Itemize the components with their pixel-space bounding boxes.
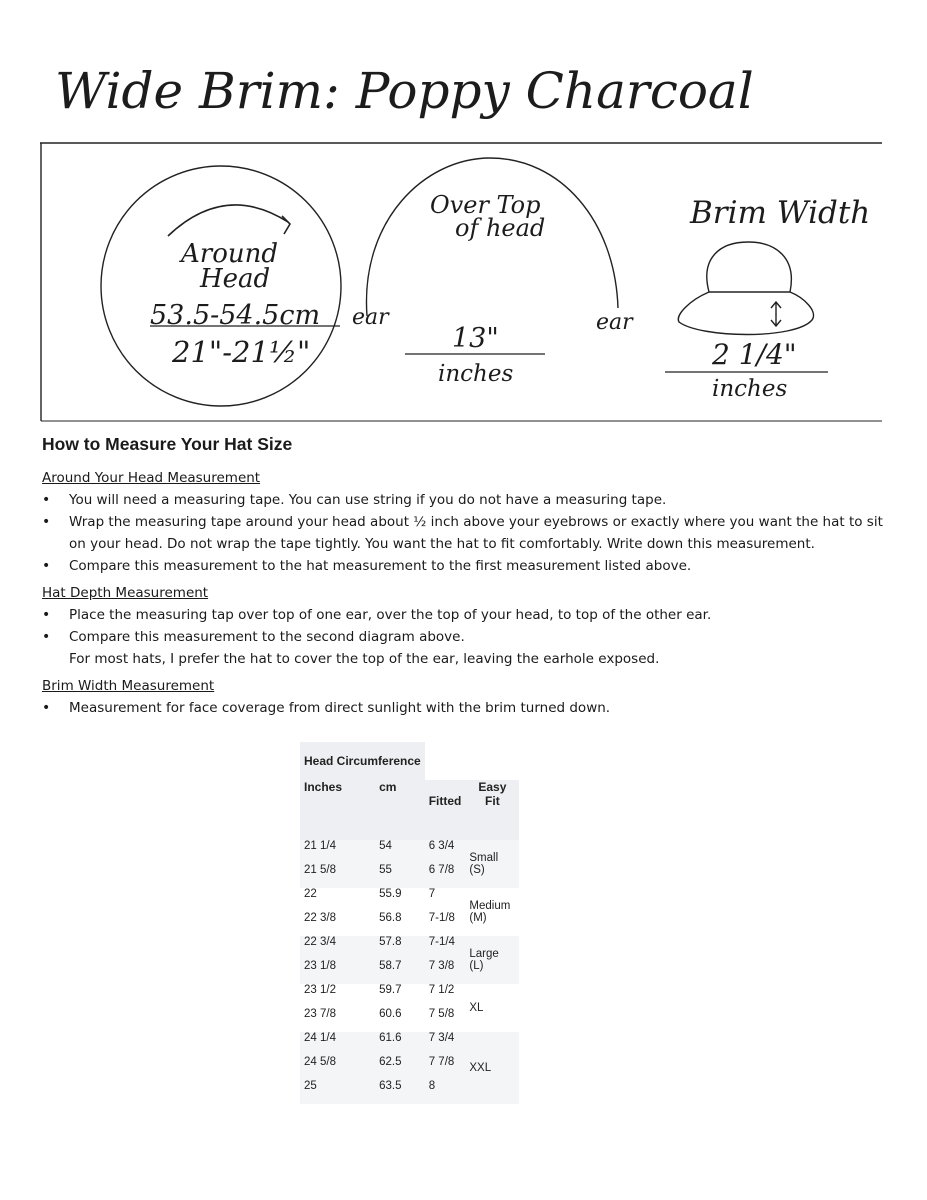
table-cell: 22 3/8: [304, 912, 336, 924]
hat-depth-note: For most hats, I prefer the hat to cover the top of the ear, leaving the earhole exposed.: [69, 651, 660, 667]
table-cell: 7-1/8: [428, 912, 455, 924]
table-cell: 61.6: [379, 1032, 402, 1044]
over-top-unit: inches: [438, 361, 514, 387]
page-title: Wide Brim: Poppy Charcoal: [55, 62, 754, 120]
ear-right-label: ear: [596, 310, 633, 335]
brim-width-unit: inches: [712, 376, 788, 402]
brim-width-label: Brim Width: [690, 195, 871, 231]
column-header-inches: Inches: [304, 780, 343, 794]
brim-width-bullets: [42, 697, 902, 719]
column-header-fitted: Fitted: [428, 794, 462, 808]
hat-crown: [707, 242, 792, 292]
table-row: [300, 1032, 519, 1056]
column-header-easy-fit: Easy Fit: [478, 780, 507, 808]
list-item: [42, 626, 902, 670]
table-cell: 22: [304, 888, 317, 900]
brim-width-diagram: [665, 195, 870, 402]
fit-size-small: Small (S): [469, 852, 499, 876]
table-cell: 55: [379, 864, 392, 876]
around-head-instructions: [42, 470, 902, 577]
head-circumference-header: Head Circumference: [300, 742, 425, 780]
table-row: [300, 936, 519, 960]
table-cell: 21 1/4: [304, 840, 336, 852]
table-cell: 7: [428, 888, 436, 900]
table-cell: 63.5: [379, 1080, 402, 1092]
over-top-value: 13": [452, 323, 499, 354]
table-cell: 23 7/8: [304, 1008, 336, 1020]
over-top-label-line2: of head: [455, 214, 546, 242]
hat-brim: [678, 292, 813, 335]
table-row: [300, 888, 519, 912]
hat-size-table: [300, 742, 519, 1104]
around-cm-value: 53.5-54.5cm: [150, 300, 321, 331]
table-cell: 25: [304, 1080, 317, 1092]
list-item: • Measurement for face coverage from direct sunlight with the brim turned down.: [42, 697, 902, 719]
table-cell: 55.9: [379, 888, 402, 900]
list-item: • Wrap the measuring tape around your head about ½ inch above your eyebrows or exactly where you want the hat to sit on your head. Do not wrap the tape tightly. You want the hat to fit comfortably. Write down this measurement.: [42, 511, 902, 555]
table-cell: 7 3/8: [428, 960, 455, 972]
table-cell: 54: [379, 840, 392, 852]
table-cell: 6 3/4: [428, 840, 455, 852]
over-top-label-line1: Over Top: [430, 191, 541, 219]
table-cell: 59.7: [379, 984, 402, 996]
over-top-diagram: [352, 158, 634, 387]
brim-arrow: [771, 302, 781, 326]
ear-left-label: ear: [352, 305, 389, 330]
hat-depth-bullets: [42, 604, 902, 670]
table-cell: 24 5/8: [304, 1056, 336, 1068]
table-row: [300, 840, 519, 864]
table-cell: 62.5: [379, 1056, 402, 1068]
around-head-heading: Around Your Head Measurement: [42, 470, 261, 486]
list-item: • Compare this measurement to the hat measurement to the first measurement listed above.: [42, 555, 902, 577]
hat-depth-instructions: [42, 585, 902, 670]
table-cell: 60.6: [379, 1008, 402, 1020]
around-head-diagram: [101, 166, 341, 406]
table-cell: 56.8: [379, 912, 402, 924]
handwritten-diagram-panel: [0, 0, 927, 434]
table-cell: 22 3/4: [304, 936, 336, 948]
table-cell: 8: [428, 1080, 436, 1092]
brim-width-heading: Brim Width Measurement: [42, 678, 215, 694]
list-item-text: Compare this measurement to the second diagram above.: [69, 629, 465, 645]
table-cell: 24 1/4: [304, 1032, 336, 1044]
table-cell: 58.7: [379, 960, 402, 972]
fit-size-xl: XL: [469, 1002, 484, 1014]
around-label-line1: Around: [181, 239, 278, 269]
list-item: • You will need a measuring tape. You can use string if you do not have a measuring tape.: [42, 489, 902, 511]
list-item: • Place the measuring tap over top of one ear, over the top of your head, to top of the other ear.: [42, 604, 902, 626]
table-cell: 7 5/8: [428, 1008, 455, 1020]
hat-depth-heading: Hat Depth Measurement: [42, 585, 209, 601]
table-cell: 23 1/8: [304, 960, 336, 972]
around-head-bullets: [42, 489, 902, 577]
around-arrow: [168, 205, 288, 236]
column-header-cm: cm: [379, 780, 397, 794]
around-inch-value: 21"-21½": [172, 335, 311, 369]
instructions-section: [42, 434, 902, 727]
fit-size-medium: Medium (M): [469, 900, 511, 924]
table-cell: 57.8: [379, 936, 402, 948]
instructions-title: How to Measure Your Hat Size: [42, 434, 293, 454]
table-cell: 21 5/8: [304, 864, 336, 876]
brim-width-instructions: [42, 678, 902, 719]
table-cell: 23 1/2: [304, 984, 336, 996]
fit-size-large: Large (L): [469, 948, 499, 972]
table-cell: 7 1/2: [428, 984, 455, 996]
table-cell: 6 7/8: [428, 864, 455, 876]
table-cell: 7 7/8: [428, 1056, 455, 1068]
around-label-line2: Head: [200, 264, 271, 294]
table-cell: 7 3/4: [428, 1032, 455, 1044]
brim-width-value: 2 1/4": [712, 338, 797, 371]
table-cell: 7-1/4: [428, 936, 455, 948]
table-row: [300, 984, 519, 1008]
fit-size-xxl: XXL: [469, 1062, 492, 1074]
